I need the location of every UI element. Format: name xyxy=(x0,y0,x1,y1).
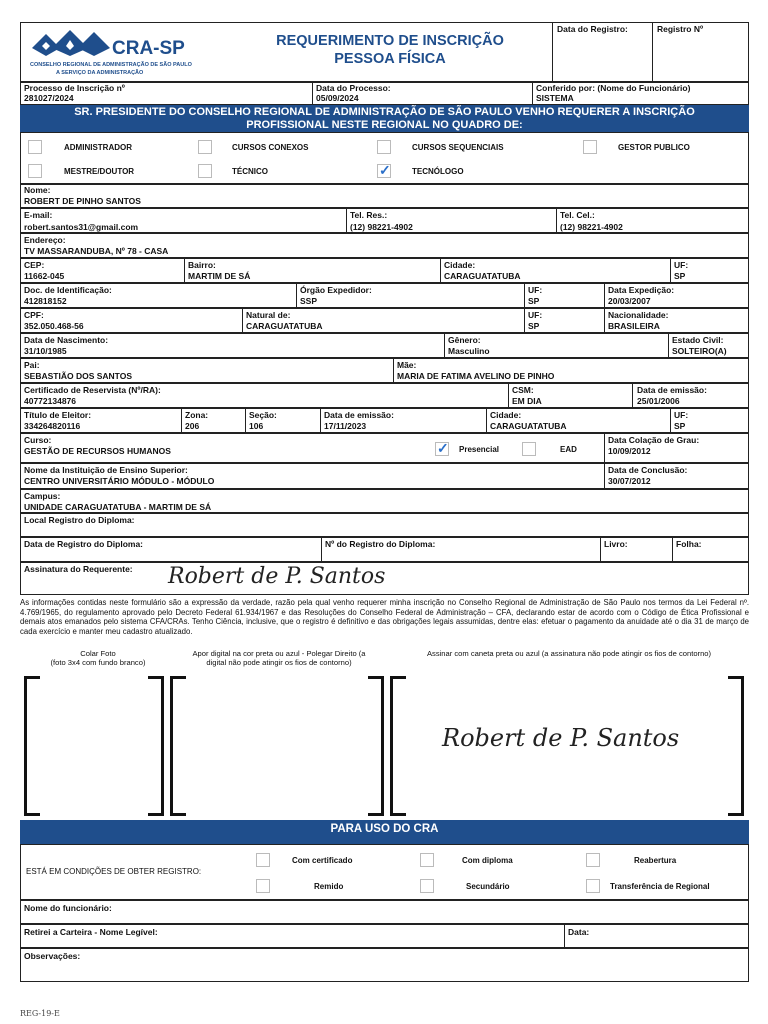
nacionalidade-value: BRASILEIRA xyxy=(608,321,660,331)
form-title-line1: REQUERIMENTO DE INSCRIÇÃO xyxy=(276,33,504,49)
digital-instructions xyxy=(170,649,388,667)
tecnologo-label: TECNÓLOGO xyxy=(412,167,464,176)
assinar-instructions: Assinar com caneta preta ou azul (a assinatura não pode atingir os fios de contorno) xyxy=(426,649,712,658)
uf-label: UF: xyxy=(674,260,689,270)
estado-civil-value: SOLTEIRO(A) xyxy=(672,346,727,356)
row-observacoes xyxy=(20,948,749,982)
cra-logo xyxy=(30,26,200,78)
nat-uf-label: UF: xyxy=(528,310,543,320)
genero-value: Masculino xyxy=(448,346,490,356)
nome-value: ROBERT DE PINHO SANTOS xyxy=(24,196,141,206)
data-exp-value: 20/03/2007 xyxy=(608,296,651,306)
estado-civil-label: Estado Civil: xyxy=(672,335,724,345)
condicoes-label: ESTÁ EM CONDIÇÕES DE OBTER REGISTRO: xyxy=(26,867,202,876)
fingerprint-frame-left xyxy=(170,676,186,816)
natural-value: CARAGUATATUBA xyxy=(246,321,323,331)
remido-checkbox[interactable] xyxy=(256,879,270,893)
tel-cel-value: (12) 98221-4902 xyxy=(560,222,623,232)
n-registro-diploma-label: Nº do Registro do Diploma: xyxy=(325,539,436,549)
signature-frame-left xyxy=(390,676,406,816)
campus-value: UNIDADE CARAGUATATUBA - MARTIM DE SÁ xyxy=(24,502,212,512)
doc-uf-label: UF: xyxy=(528,285,543,295)
presencial-checkbox[interactable] xyxy=(435,442,449,456)
genero-label: Gênero: xyxy=(448,335,481,345)
csm-value: EM DIA xyxy=(512,396,542,406)
reservista-value: 40772134876 xyxy=(24,396,77,406)
folha-label: Folha: xyxy=(676,539,702,549)
tit-emissao-label: Data de emissão: xyxy=(324,410,394,420)
banner-line1: SR. PRESIDENTE DO CONSELHO REGIONAL DE ADMINISTRAÇÃO DE SÃO PAULO VENHO REQUERER A INSCRIÇÃO xyxy=(74,106,695,118)
form-code: REG-19-E xyxy=(20,1009,60,1018)
data-processo-value: 05/09/2024 xyxy=(316,93,359,103)
transferencia-label: Transferência de Regional xyxy=(610,882,710,891)
signature-frame-right xyxy=(728,676,744,816)
csm-label: CSM: xyxy=(512,385,534,395)
conclusao-label: Data de Conclusão: xyxy=(608,465,688,475)
reabertura-checkbox[interactable] xyxy=(586,853,600,867)
orgao-value: SSP xyxy=(300,296,318,306)
tel-res-label: Tel. Res.: xyxy=(350,210,388,220)
remido-label: Remido xyxy=(314,882,344,891)
com-certificado-label: Com certificado xyxy=(292,856,353,865)
form-title xyxy=(230,32,550,68)
data-processo-label: Data do Processo: xyxy=(316,83,391,93)
request-banner xyxy=(20,105,749,132)
cpf-label: CPF: xyxy=(24,310,44,320)
uf-value: SP xyxy=(674,271,686,281)
endereco-label: Endereço: xyxy=(24,235,66,245)
curso-value: GESTÃO DE RECURSOS HUMANOS xyxy=(24,446,171,456)
secundario-checkbox[interactable] xyxy=(420,879,434,893)
cpf-value: 352.050.468-56 xyxy=(24,321,84,331)
box-signature: Robert de P. Santos xyxy=(442,724,680,752)
tel-cel-label: Tel. Cel.: xyxy=(560,210,595,220)
tecnologo-checkbox[interactable] xyxy=(377,164,391,178)
mae-value: MARIA DE FATIMA AVELINO DE PINHO xyxy=(397,371,555,381)
funcionario-label: Nome do funcionário: xyxy=(24,903,112,913)
doc-label: Doc. de Identificação: xyxy=(24,285,112,295)
assinatura-label: Assinatura do Requerente: xyxy=(24,564,133,574)
email-value: robert.santos31@gmail.com xyxy=(24,222,139,232)
ead-checkbox[interactable] xyxy=(522,442,536,456)
cep-value: 11662-045 xyxy=(24,271,65,281)
photo-frame-right xyxy=(148,676,164,816)
nascimento-label: Data de Nascimento: xyxy=(24,335,109,345)
cra-logo-icon xyxy=(32,26,112,60)
zona-value: 206 xyxy=(185,421,200,431)
row-funcionario xyxy=(20,900,749,924)
mestre-doutor-label: MESTRE/DOUTOR xyxy=(64,167,135,176)
registro-n-label: Registro Nº xyxy=(657,24,704,34)
inscricao-value: 281027/2024 xyxy=(24,93,74,103)
tecnico-label: TÉCNICO xyxy=(232,167,268,176)
data-registro-diploma-label: Data de Registro do Diploma: xyxy=(24,539,144,549)
com-certificado-checkbox[interactable] xyxy=(256,853,270,867)
cursos-conexos-label: CURSOS CONEXOS xyxy=(232,143,309,152)
disclaimer-text: As informações contidas neste formulário são a expressão da verdade, razão pela qual venho requerer minha inscrição no Conselho Regional de Administração de São Paulo nos termos da Lei Federal nº. 4.769/1965, do regulamento aprovado pelo Decreto Federal 61.934/1967 e das Resoluções do Conselho Federal de Administração – CFA, declarando estar de acordo com o Código de Ética Profissional e demais atos emanados pelo sistema CFA/CRAs. Tenho Ciência, inclusive, que o registro é definitivo e das obrigações legais assumidas, dentre elas: efetuar o pagamento da anuidade até o dia 31 de março de cada exercício e manter meu cadastro atualizado. xyxy=(20,598,749,636)
mestre-doutor-checkbox[interactable] xyxy=(28,164,42,178)
foto-instructions xyxy=(28,649,168,667)
administrador-label: ADMINISTRADOR xyxy=(64,143,132,152)
check-icon: ✓ xyxy=(437,440,449,456)
reservista-label: Certificado de Reservista (Nº/RA): xyxy=(24,385,161,395)
cursos-sequenciais-label: CURSOS SEQUENCIAIS xyxy=(412,143,504,152)
livro-label: Livro: xyxy=(604,539,628,549)
cidade-label: Cidade: xyxy=(444,260,476,270)
secao-label: Seção: xyxy=(249,410,277,420)
bairro-label: Bairro: xyxy=(188,260,216,270)
tit-cidade-value: CARAGUATATUBA xyxy=(490,421,567,431)
logo-line2: A SERVIÇO DA ADMINISTRAÇÃO xyxy=(56,70,144,76)
requester-signature: Robert de P. Santos xyxy=(168,564,386,589)
tit-cidade-label: Cidade: xyxy=(490,410,522,420)
inscricao-label: Processo de Inscrição nº xyxy=(24,83,125,93)
nat-uf-value: SP xyxy=(528,321,540,331)
instituicao-value: CENTRO UNIVERSITÁRIO MÓDULO - MÓDULO xyxy=(24,476,215,486)
nascimento-value: 31/10/1985 xyxy=(24,346,67,356)
secao-value: 106 xyxy=(249,421,264,431)
pai-value: SEBASTIÃO DOS SANTOS xyxy=(24,371,132,381)
logo-text: CRA-SP xyxy=(112,38,185,59)
tit-uf-value: SP xyxy=(674,421,686,431)
data-exp-label: Data Expedição: xyxy=(608,285,675,295)
email-label: E-mail: xyxy=(24,210,53,220)
presencial-label: Presencial xyxy=(459,445,500,454)
tecnico-checkbox[interactable] xyxy=(198,164,212,178)
secundario-label: Secundário xyxy=(466,882,510,891)
endereco-value: TV MASSARANDUBA, Nº 78 - CASA xyxy=(24,246,169,256)
cursos-sequenciais-checkbox[interactable] xyxy=(377,140,391,154)
digital-line2: digital não pode atingir os fios de contorno) xyxy=(206,658,352,668)
nacionalidade-label: Nacionalidade: xyxy=(608,310,669,320)
tit-emissao-value: 17/11/2023 xyxy=(324,421,367,431)
transferencia-checkbox[interactable] xyxy=(586,879,600,893)
natural-label: Natural de: xyxy=(246,310,291,320)
administrador-checkbox[interactable] xyxy=(28,140,42,154)
check-icon: ✓ xyxy=(379,162,391,178)
colacao-label: Data Colação de Grau: xyxy=(608,435,700,445)
doc-uf-value: SP xyxy=(528,296,540,306)
photo-frame-left xyxy=(24,676,40,816)
form-title-line2: PESSOA FÍSICA xyxy=(334,51,446,67)
ead-label: EAD xyxy=(560,445,577,454)
orgao-label: Órgão Expedidor: xyxy=(300,285,372,295)
logo-line1: CONSELHO REGIONAL DE ADMINISTRAÇÃO DE SÃO PAULO xyxy=(30,62,192,68)
conferido-label: Conferido por: (Nome do Funcionário) xyxy=(536,83,691,93)
bairro-value: MARTIM DE SÁ xyxy=(188,271,251,281)
banner-line2: PROFISSIONAL NESTE REGIONAL NO QUADRO DE: xyxy=(246,118,523,131)
data-registro-label: Data do Registro: xyxy=(557,24,628,34)
com-diploma-checkbox[interactable] xyxy=(420,853,434,867)
retirei-label: Retirei a Carteira - Nome Legível: xyxy=(24,927,158,937)
gestor-publico-label: GESTOR PUBLICO xyxy=(618,143,690,152)
conclusao-value: 30/07/2012 xyxy=(608,476,651,486)
res-emissao-label: Data de emissão: xyxy=(637,385,707,395)
foto-line2: (foto 3x4 com fundo branco) xyxy=(50,658,146,668)
colacao-value: 10/09/2012 xyxy=(608,446,651,456)
conferido-value: SISTEMA xyxy=(536,93,574,103)
tit-uf-label: UF: xyxy=(674,410,689,420)
titulo-value: 334264820116 xyxy=(24,421,81,431)
nome-label: Nome: xyxy=(24,185,51,195)
doc-value: 412818152 xyxy=(24,296,67,306)
foto-line1: Colar Foto xyxy=(80,649,116,658)
pai-label: Pai: xyxy=(24,360,40,370)
cep-label: CEP: xyxy=(24,260,45,270)
reabertura-label: Reabertura xyxy=(634,856,677,865)
row-nascimento xyxy=(20,333,749,358)
tel-res-value: (12) 98221-4902 xyxy=(350,222,413,232)
com-diploma-label: Com diploma xyxy=(462,856,513,865)
cra-use-banner: PARA USO DO CRA xyxy=(20,820,749,844)
mae-label: Mãe: xyxy=(397,360,417,370)
cursos-conexos-checkbox[interactable] xyxy=(198,140,212,154)
local-registro-label: Local Registro do Diploma: xyxy=(24,515,135,525)
fingerprint-frame-right xyxy=(368,676,384,816)
zona-label: Zona: xyxy=(185,410,209,420)
instituicao-label: Nome da Instituição de Ensino Superior: xyxy=(24,465,188,475)
observacoes-label: Observações: xyxy=(24,951,81,961)
res-emissao-value: 25/01/2006 xyxy=(637,396,680,406)
curso-label: Curso: xyxy=(24,435,52,445)
titulo-label: Título de Eleitor: xyxy=(24,410,92,420)
data-label: Data: xyxy=(568,927,590,937)
campus-label: Campus: xyxy=(24,491,61,501)
gestor-publico-checkbox[interactable] xyxy=(583,140,597,154)
digital-line1: Apor digital na cor preta ou azul - Polegar Direito (a xyxy=(192,649,366,658)
row-cep xyxy=(20,258,749,283)
cidade-value: CARAGUATATUBA xyxy=(444,271,521,281)
